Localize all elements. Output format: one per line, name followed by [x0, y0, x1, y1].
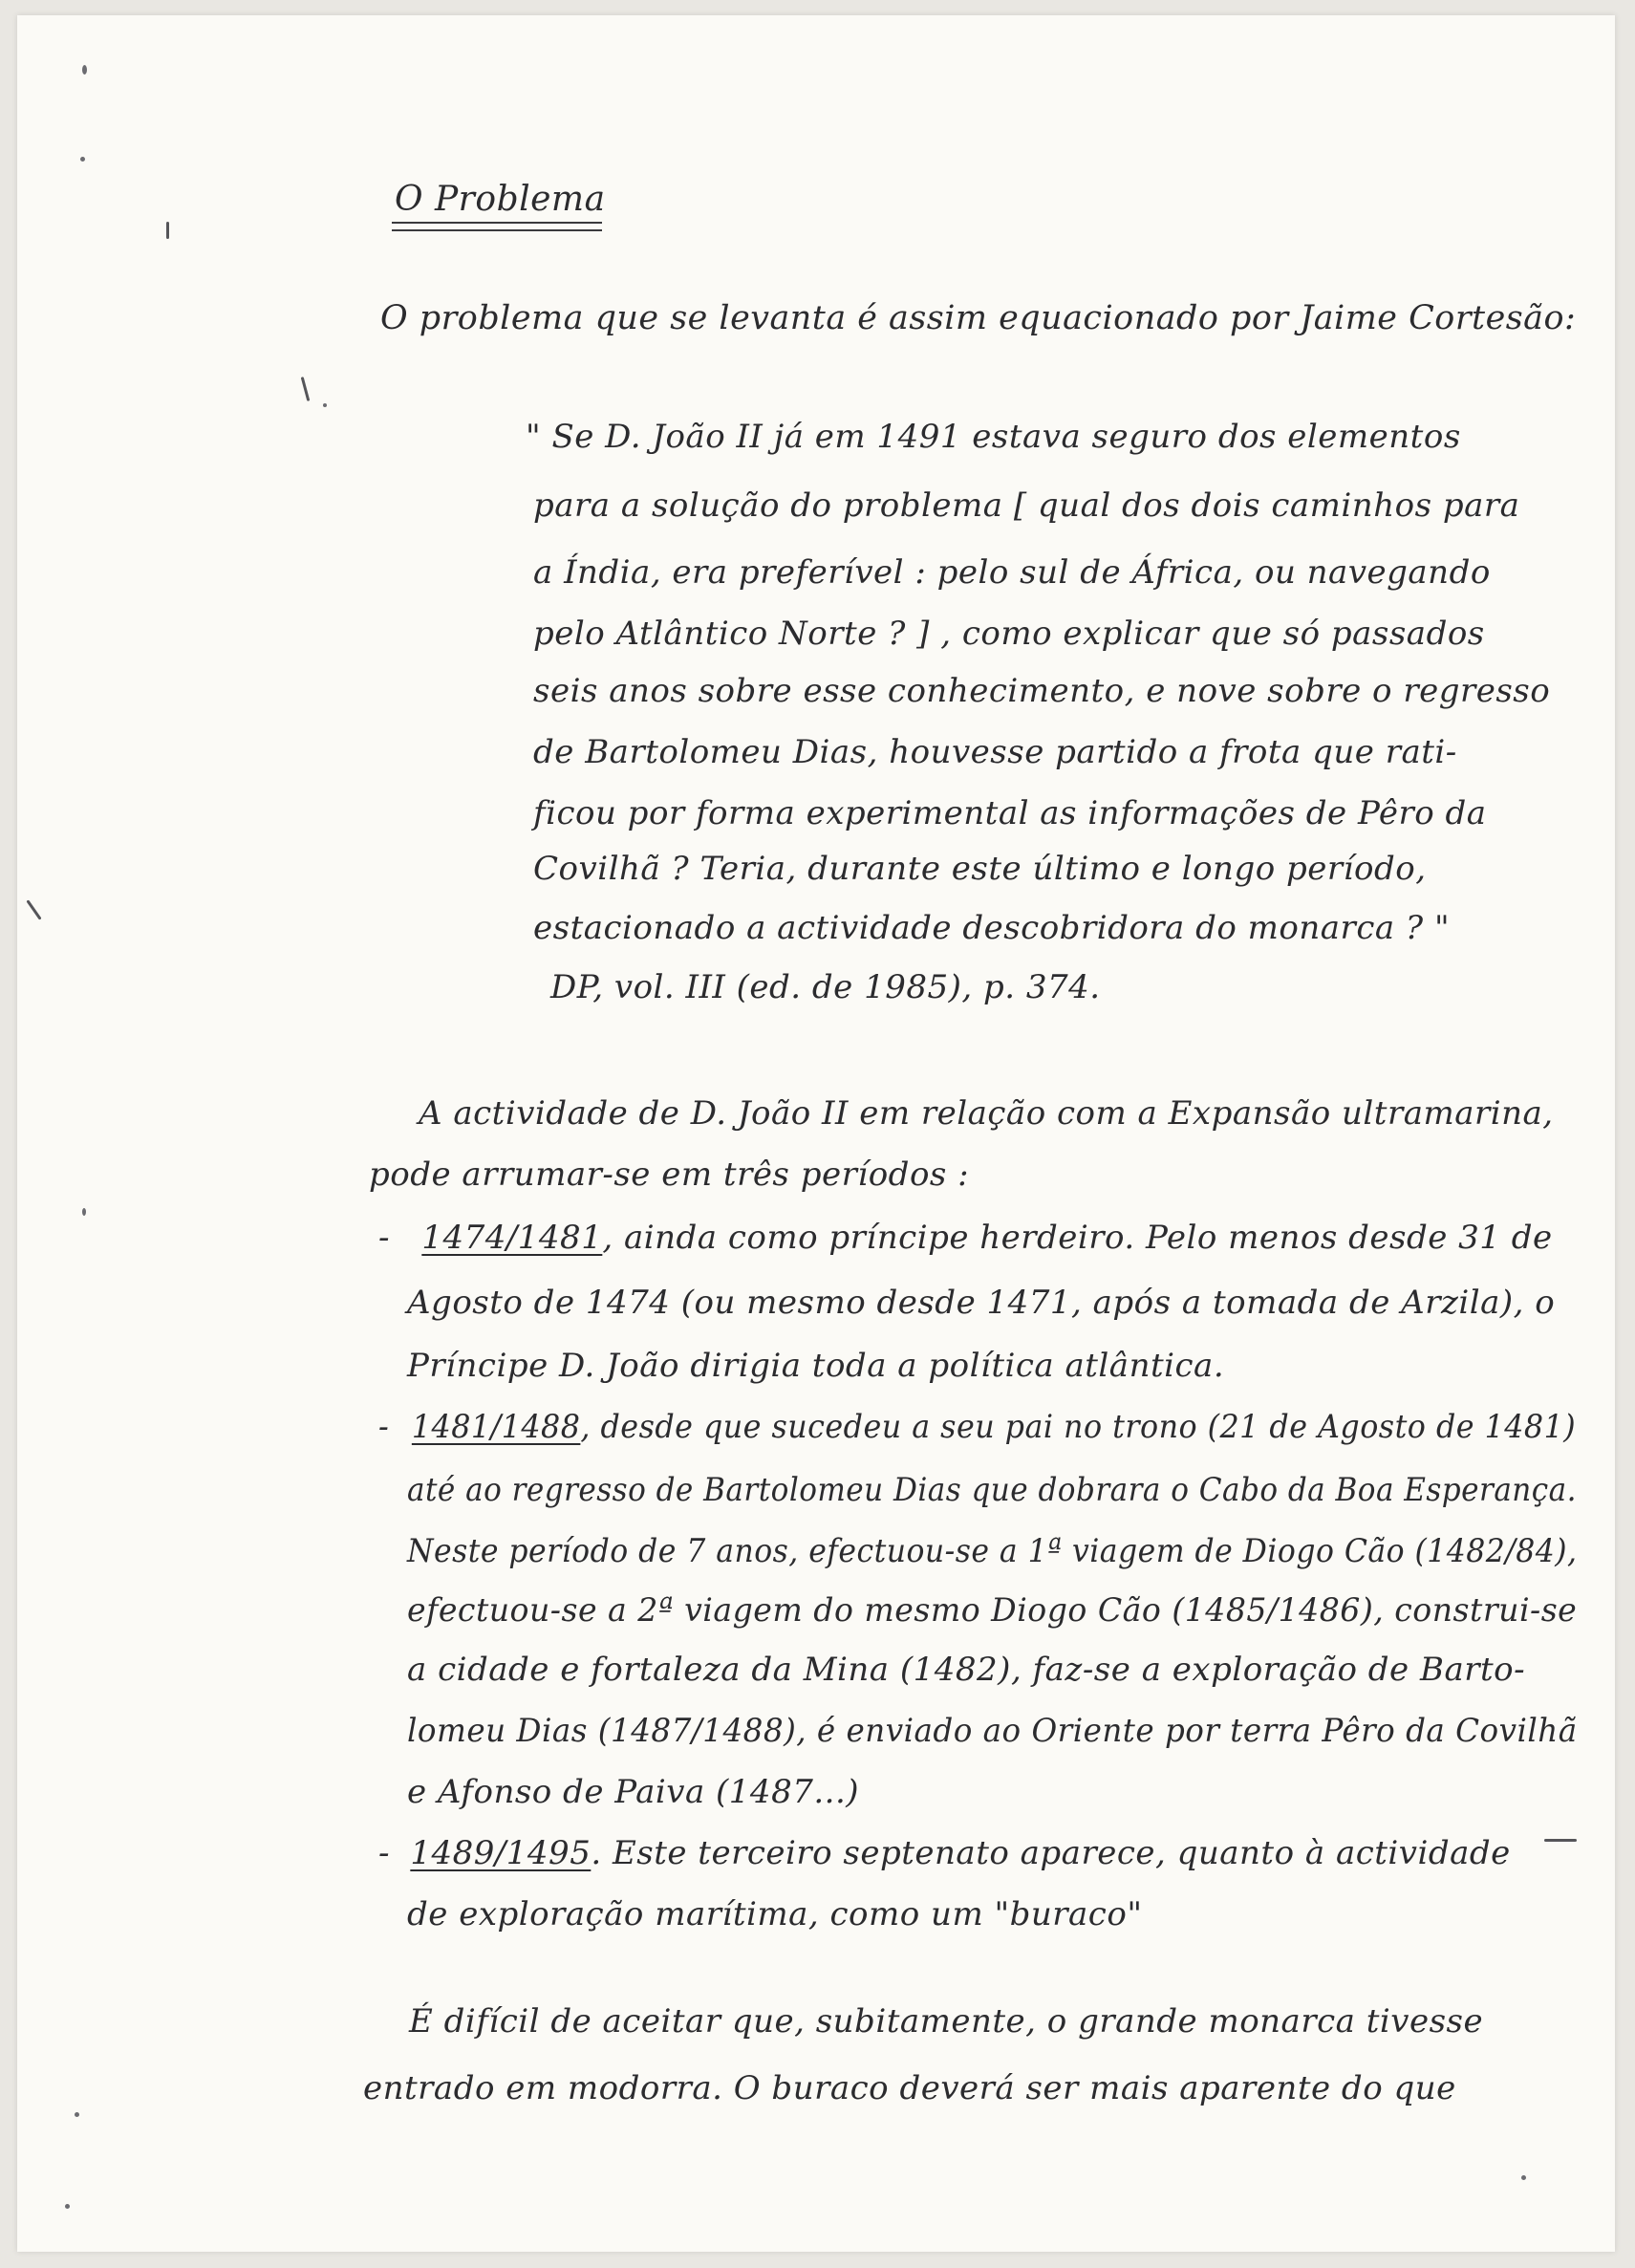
quote-line: " Se D. João II já em 1491 estava seguro dos elementos — [526, 418, 1461, 456]
quote-line: seis anos sobre esse conhecimento, e nove sobre o regresso — [533, 672, 1551, 710]
period-dash: - — [378, 1219, 390, 1257]
paragraph-line: pode arrumar-se em três períodos : — [369, 1156, 970, 1194]
margin-speck — [82, 1208, 86, 1216]
margin-mark — [166, 222, 169, 239]
margin-speck — [323, 403, 327, 407]
quote-line: a Índia, era preferível : pelo sul de África, ou navegando — [533, 553, 1491, 592]
manuscript-page — [17, 15, 1615, 2252]
period-line: lomeu Dias (1487/1488), é enviado ao Oriente por terra Pêro da Covilhã — [407, 1712, 1578, 1750]
period-line: a cidade e fortaleza da Mina (1482), faz-se a exploração de Barto- — [407, 1651, 1526, 1689]
title-underline — [392, 222, 602, 224]
page-title: O Problema — [395, 180, 606, 219]
period-text: , desde que sucedeu a seu pai no trono (21 de Agosto de 1481) — [580, 1408, 1577, 1446]
period-first-line — [378, 1834, 1511, 1872]
period-dash: - — [378, 1408, 390, 1446]
quote-line: pelo Atlântico Norte ? ] , como explicar que só passados — [533, 615, 1485, 653]
period-range: 1474/1481 — [421, 1219, 603, 1257]
margin-mark — [26, 899, 41, 919]
period-range: 1481/1488 — [411, 1408, 581, 1446]
margin-speck — [1521, 2175, 1526, 2180]
quote-citation: DP, vol. III (ed. de 1985), p. 374. — [550, 968, 1101, 1006]
quote-line: para a solução do problema [ qual dos dois caminhos para — [533, 486, 1520, 525]
period-range: 1489/1495 — [410, 1834, 592, 1872]
quote-line: estacionado a actividade descobridora do monarca ? " — [533, 909, 1451, 947]
margin-mark — [301, 377, 311, 401]
period-line: e Afonso de Paiva (1487...) — [407, 1773, 860, 1811]
margin-speck — [80, 157, 85, 162]
period-line: efectuou-se a 2ª viagem do mesmo Diogo Cão (1485/1486), construi-se — [407, 1591, 1578, 1630]
paragraph-line: entrado em modorra. O buraco deverá ser mais aparente do que — [363, 2069, 1456, 2107]
period-line: até ao regresso de Bartolomeu Dias que dobrara o Cabo da Boa Esperança. — [407, 1471, 1577, 1509]
period-line: Agosto de 1474 (ou mesmo desde 1471, após a tomada de Arzila), o — [407, 1284, 1556, 1322]
margin-mark — [1544, 1839, 1577, 1842]
quote-line: ficou por forma experimental as informações de Pêro da — [533, 794, 1487, 832]
margin-speck — [82, 65, 87, 75]
quote-line: de Bartolomeu Dias, houvesse partido a frota que rati- — [533, 733, 1457, 771]
period-text: , ainda como príncipe herdeiro. Pelo menos desde 31 de — [602, 1219, 1553, 1257]
margin-speck — [75, 2112, 79, 2117]
quote-line: Covilhã ? Teria, durante este último e longo período, — [533, 850, 1427, 888]
title-underline — [392, 229, 602, 231]
paragraph-line: A actividade de D. João II em relação com a Expansão ultramarina, — [419, 1094, 1554, 1133]
period-line: de exploração marítima, como um "buraco" — [407, 1895, 1143, 1933]
period-first-line — [378, 1219, 1553, 1257]
margin-speck — [65, 2204, 70, 2209]
period-first-line — [378, 1408, 1577, 1446]
period-dash: - — [378, 1834, 390, 1872]
period-line: Neste período de 7 anos, efectuou-se a 1ª viagem de Diogo Cão (1482/84), — [407, 1532, 1578, 1570]
period-line: Príncipe D. João dirigia toda a política atlântica. — [407, 1347, 1225, 1385]
intro-line: O problema que se levanta é assim equacionado por Jaime Cortesão: — [380, 299, 1577, 337]
paragraph-line: É difícil de aceitar que, subitamente, o grande monarca tivesse — [409, 2002, 1484, 2041]
period-text: . Este terceiro septenato aparece, quanto à actividade — [591, 1834, 1511, 1872]
